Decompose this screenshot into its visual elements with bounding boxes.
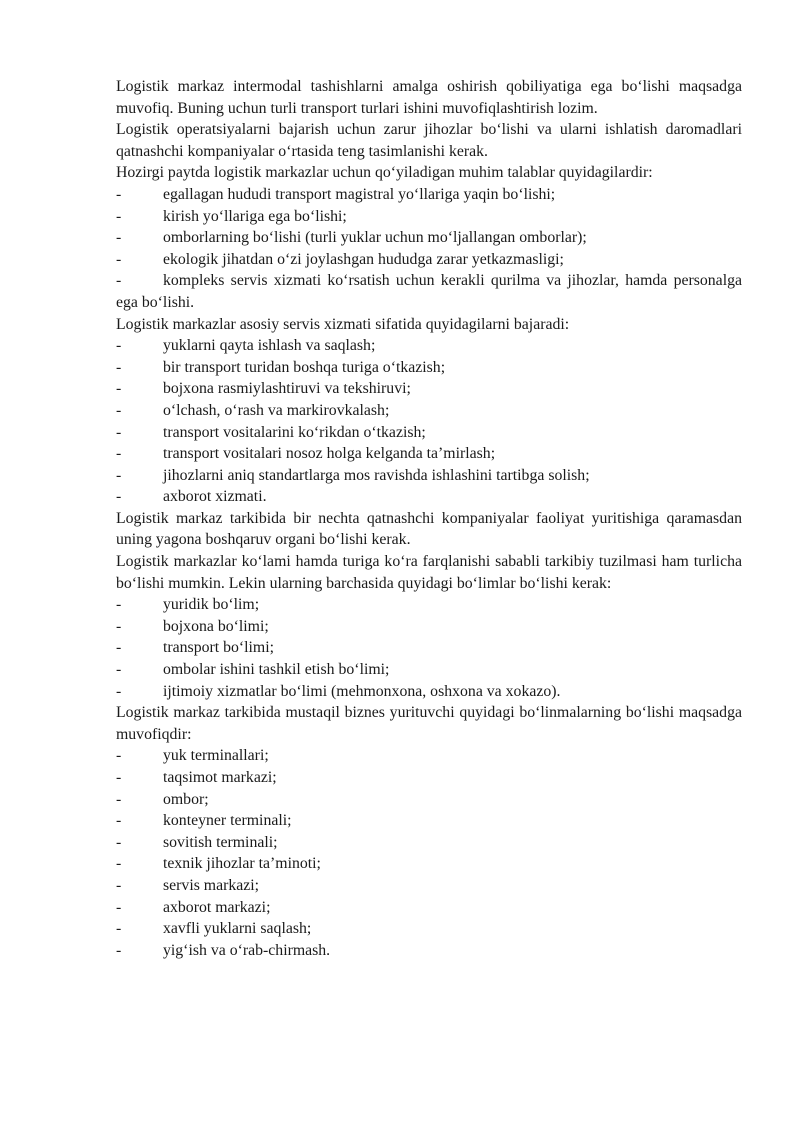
paragraph-intermodal: Logistik markaz intermodal tashishlarni amalga oshirish qobiliyatiga ega bo‘lishi maqsadga muvofiq. Buning uchun turli transport turlari ishini muvofiqlashtirish lozim. (116, 78, 742, 117)
dash-marker: - (116, 229, 122, 247)
dash-marker: - (116, 920, 122, 938)
list-item: - xavfli yuklarni saqlash; (116, 918, 742, 940)
dash-marker: - (116, 682, 122, 700)
dash-marker: - (116, 833, 122, 851)
paragraph-management: Logistik markaz tarkibida bir nechta qatnashchi kompaniyalar faoliyat yuritishiga qaramasdan uning yagona boshqaruv organi bo‘lishi kerak. (116, 509, 742, 549)
list-item: - yuklarni qayta ishlash va saqlash; (116, 335, 742, 357)
list-item: - texnik jihozlar ta’minoti; (116, 853, 742, 875)
requirements-list (116, 184, 742, 314)
list-item: - transport vositalari nosoz holga kelganda ta’mirlash; (116, 443, 742, 465)
services-list (116, 335, 742, 508)
dash-marker: - (116, 272, 122, 290)
dash-marker: - (116, 401, 122, 419)
dash-marker: - (116, 488, 122, 506)
departments-list (116, 594, 742, 702)
paragraph-departments-intro: Logistik markazlar ko‘lami hamda turiga ko‘ra farqlanishi sababli tarkibiy tuzilmasi ham turlicha bo‘lishi mumkin. Lekin ularning barchasida quyidagi bo‘limlar bo‘lishi kerak: (116, 553, 742, 592)
list-item: - egallagan hududi transport magistral yo‘llariga yaqin bo‘lishi; (116, 184, 742, 206)
paragraph-requirements-intro: Hozirgi paytda logistik markazlar uchun qo‘yiladigan muhim talablar quyidagilardir: (116, 164, 653, 182)
list-item: - konteyner terminali; (116, 810, 742, 832)
dash-marker: - (116, 466, 122, 484)
list-item: - o‘lchash, o‘rash va markirovkalash; (116, 400, 742, 422)
dash-marker: - (116, 337, 122, 355)
dash-marker: - (116, 812, 122, 830)
list-item: - axborot xizmati. (116, 486, 742, 508)
dash-marker: - (116, 639, 122, 657)
list-item: - jihozlarni aniq standartlarga mos ravishda ishlashini tartibga solish; (116, 465, 742, 487)
dash-marker: - (116, 617, 122, 635)
list-item: - sovitish terminali; (116, 832, 742, 854)
dash-marker: - (116, 358, 122, 376)
dash-marker: - (116, 250, 122, 268)
list-item: - servis markazi; (116, 875, 742, 897)
units-list (116, 745, 742, 961)
list-item: - transport vositalarini ko‘rikdan o‘tkazish; (116, 422, 742, 444)
dash-marker: - (116, 445, 122, 463)
dash-marker: - (116, 596, 122, 614)
list-item: - kirish yo‘llariga ega bo‘lishi; (116, 206, 742, 228)
list-item: - yuk terminallari; (116, 745, 742, 767)
dash-marker: - (116, 380, 122, 398)
list-item: - yuridik bo‘lim; (116, 594, 742, 616)
list-item: - ekologik jihatdan o‘zi joylashgan hududga zarar yetkazmasligi; (116, 249, 742, 271)
dash-marker: - (116, 941, 122, 959)
list-item: - transport bo‘limi; (116, 637, 742, 659)
list-item: - kompleks servis xizmati ko‘rsatish uchun kerakli qurilma va jihozlar, hamda personalga ega bo‘lishi. (116, 272, 742, 311)
list-item: - bojxona rasmiylashtiruvi va tekshiruvi; (116, 378, 742, 400)
dash-marker: - (116, 876, 122, 894)
dash-marker: - (116, 898, 122, 916)
dash-marker: - (116, 790, 122, 808)
list-item: - omborlarning bo‘lishi (turli yuklar uchun mo‘ljallangan omborlar); (116, 227, 742, 249)
document-body (116, 76, 742, 961)
dash-marker: - (116, 747, 122, 765)
paragraph-services-intro: Logistik markazlar asosiy servis xizmati sifatida quyidagilarni bajaradi: (116, 315, 570, 333)
list-item: - ombolar ishini tashkil etish bo‘limi; (116, 659, 742, 681)
list-item: - ijtimoiy xizmatlar bo‘limi (mehmonxona, oshxona va xokazo). (116, 681, 742, 703)
dash-marker: - (116, 661, 122, 679)
paragraph-equipment: Logistik operatsiyalarni bajarish uchun zarur jihozlar bo‘lishi va ularni ishlatish daromadlari qatnashchi kompaniyalar o‘rtasida teng tasimlanishi kerak. (116, 121, 742, 160)
list-item: - ombor; (116, 789, 742, 811)
paragraph-units-intro: Logistik markaz tarkibida mustaqil biznes yurituvchi quyidagi bo‘linmalarning bo‘lishi maqsadga muvofiqdir: (116, 704, 742, 743)
list-item: - yig‘ish va o‘rab-chirmash. (116, 940, 742, 962)
list-item: - bir transport turidan boshqa turiga o‘tkazish; (116, 357, 742, 379)
list-item: - bojxona bo‘limi; (116, 616, 742, 638)
dash-marker: - (116, 207, 122, 225)
dash-marker: - (116, 185, 122, 203)
list-item: - axborot markazi; (116, 897, 742, 919)
dash-marker: - (116, 769, 122, 786)
dash-marker: - (116, 855, 122, 873)
dash-marker: - (116, 423, 122, 441)
list-item: - taqsimot markazi; (116, 767, 742, 789)
